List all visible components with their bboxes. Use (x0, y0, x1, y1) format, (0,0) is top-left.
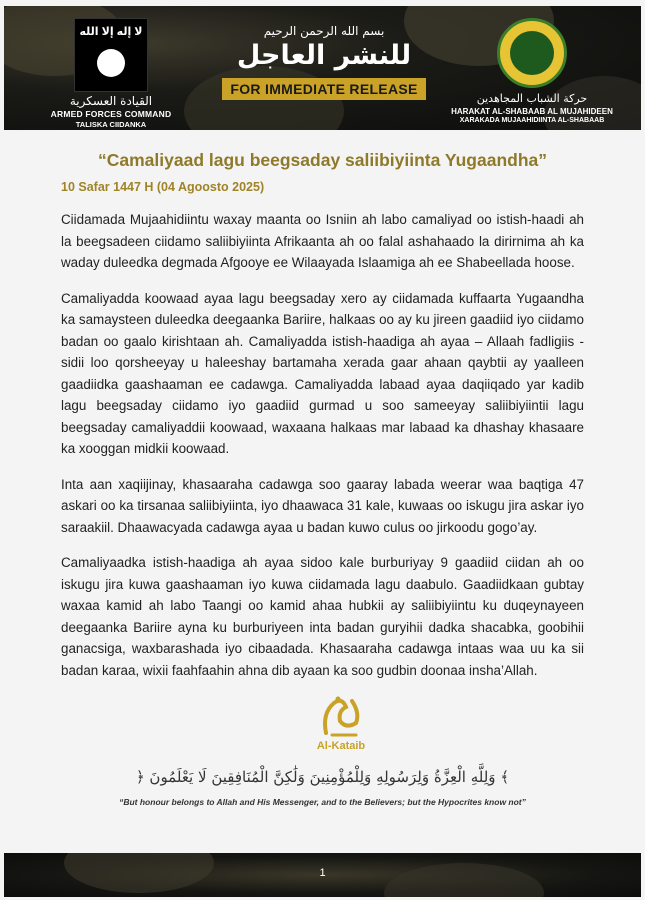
seal-icon (97, 49, 125, 77)
urgent-arabic-heading: للنشر العاجل (236, 40, 412, 71)
release-heading-block (214, 24, 434, 100)
left-english-label: ARMED FORCES COMMAND (50, 109, 172, 119)
right-somali-label: XARAKADA MUJAAHIDIINTA AL-SHABAAB (459, 117, 605, 124)
header-banner (4, 6, 641, 130)
footer-banner (4, 853, 641, 897)
flag-shahada: لا إله إلا الله (79, 26, 143, 38)
right-english-label: HARAKAT AL-SHABAAB AL MUJAHIDEEN (451, 107, 613, 116)
page-number: 1 (319, 867, 326, 879)
paragraph: Inta aan xaqiijinay, khasaaraha cadawga soo gaaray labada weerar waa baqtiga 47 askari oo ka tirsanaa saliibiyiinta, iyo dhaawaca 31 kale, kuwaas oo iskugu jira askar iyo saraakiil. Dhaawacyada cadawga ayaa u badan kuwo culus oo jirkoodu gogo’ay. (61, 476, 584, 535)
organization-block (437, 18, 627, 124)
paragraph: Camaliyaadka istish-haadiga ah ayaa sidoo kale burburiyay 9 gaadiid ciidan ah oo iskugu jira kuwa gaashaaman iyo kuwa ciidamada lagu daabulo. Gaadiidkaan gubtay waxaa kamid ah labo Taangi oo kamid ahaa hubkii ay saliibiyiintu ku duqeynayeen deegaanka Bariire ayna ku burburiyeen inta badan guryihii dadka shacabka, goobihii ganacsiga, waxbarashada iyo cibaadada. Khasaaraha cadawga intaas waa uu ka sii badan karaa, wixii faahfaahin ahna dib ayaan ka soo gudbin doonaa insha’Allah. (61, 555, 584, 678)
al-kataib-logo-text: Al-Kataib (316, 740, 366, 752)
armed-forces-command-block (26, 18, 196, 129)
verse-arabic: ﴿ وَلِلَّهِ الْعِزَّةُ وَلِرَسُولِهِ وَلِلْمُؤْمِنِينَ وَلَٰكِنَّ الْمُنَافِقِينَ لَا يَعْلَمُونَ ﴾ (135, 768, 510, 786)
left-somali-label: TALISKA CIIDANKA (75, 120, 147, 129)
right-arabic-label: حركة الشباب المجاهدين (476, 92, 588, 105)
left-arabic-label: القيادة العسكرية (69, 94, 153, 108)
immediate-release-label: FOR IMMEDIATE RELEASE (222, 78, 425, 100)
calligraphy-logo-icon (316, 693, 366, 739)
basmala: بسم الله الرحمن الرحيم (263, 24, 385, 38)
document-title: “Camaliyaad lagu beegsaday saliibiyiinta Yugaandha” (97, 150, 547, 170)
black-flag-logo (74, 18, 148, 92)
verse-translation: “But honour belongs to Allah and His Messenger, and to the Believers; but the Hypocrites know not” (119, 797, 526, 807)
emblem-icon (497, 18, 567, 88)
paragraph: Camaliyadda koowaad ayaa lagu beegsaday xero ay ciidamada kuffaarta Yugaandha ka samaysteen duleedka deegaanka Bariire, halkaas oo ay ku jireen gaadiid iyo ciidamo badan oo gaalo kirishtaan ah. Camaliyadda istish-haadiga ah ayaa – Allaah fadligiis - sidii loo qorsheeyay u haleeshay bartamaha xerada gaar ahaan qaybtii ay yaalleen gaadiidka gaashaaman ee cadawga. Camaliyadda labaad ayaa daqiiqado yar kadib lagu beegsaday ciidamo iyo gaadiid gurmad u soo sameeyay saliibiyiintii lagu beegsaday camaliyaddii koowaad, waxaana halkaas mar labaad ka dhashay khasaare ka xooggan midkii koowaad. (61, 290, 584, 456)
document-body (61, 209, 584, 695)
document-date: 10 Safar 1447 H (04 Agoosto 2025) (61, 180, 265, 194)
paragraph: Ciidamada Mujaahidiintu waxay maanta oo Isniin ah labo camaliyad oo istish-haadi ah la beegsadeen ciidamo saliibiyiinta Afrikaanta ah oo falal ashahaado la dirirnima ah ka waday duleedka degmada Afgooye ee Wilaayada Islaamiga ah ee Shabeellada hoose. (61, 212, 584, 270)
